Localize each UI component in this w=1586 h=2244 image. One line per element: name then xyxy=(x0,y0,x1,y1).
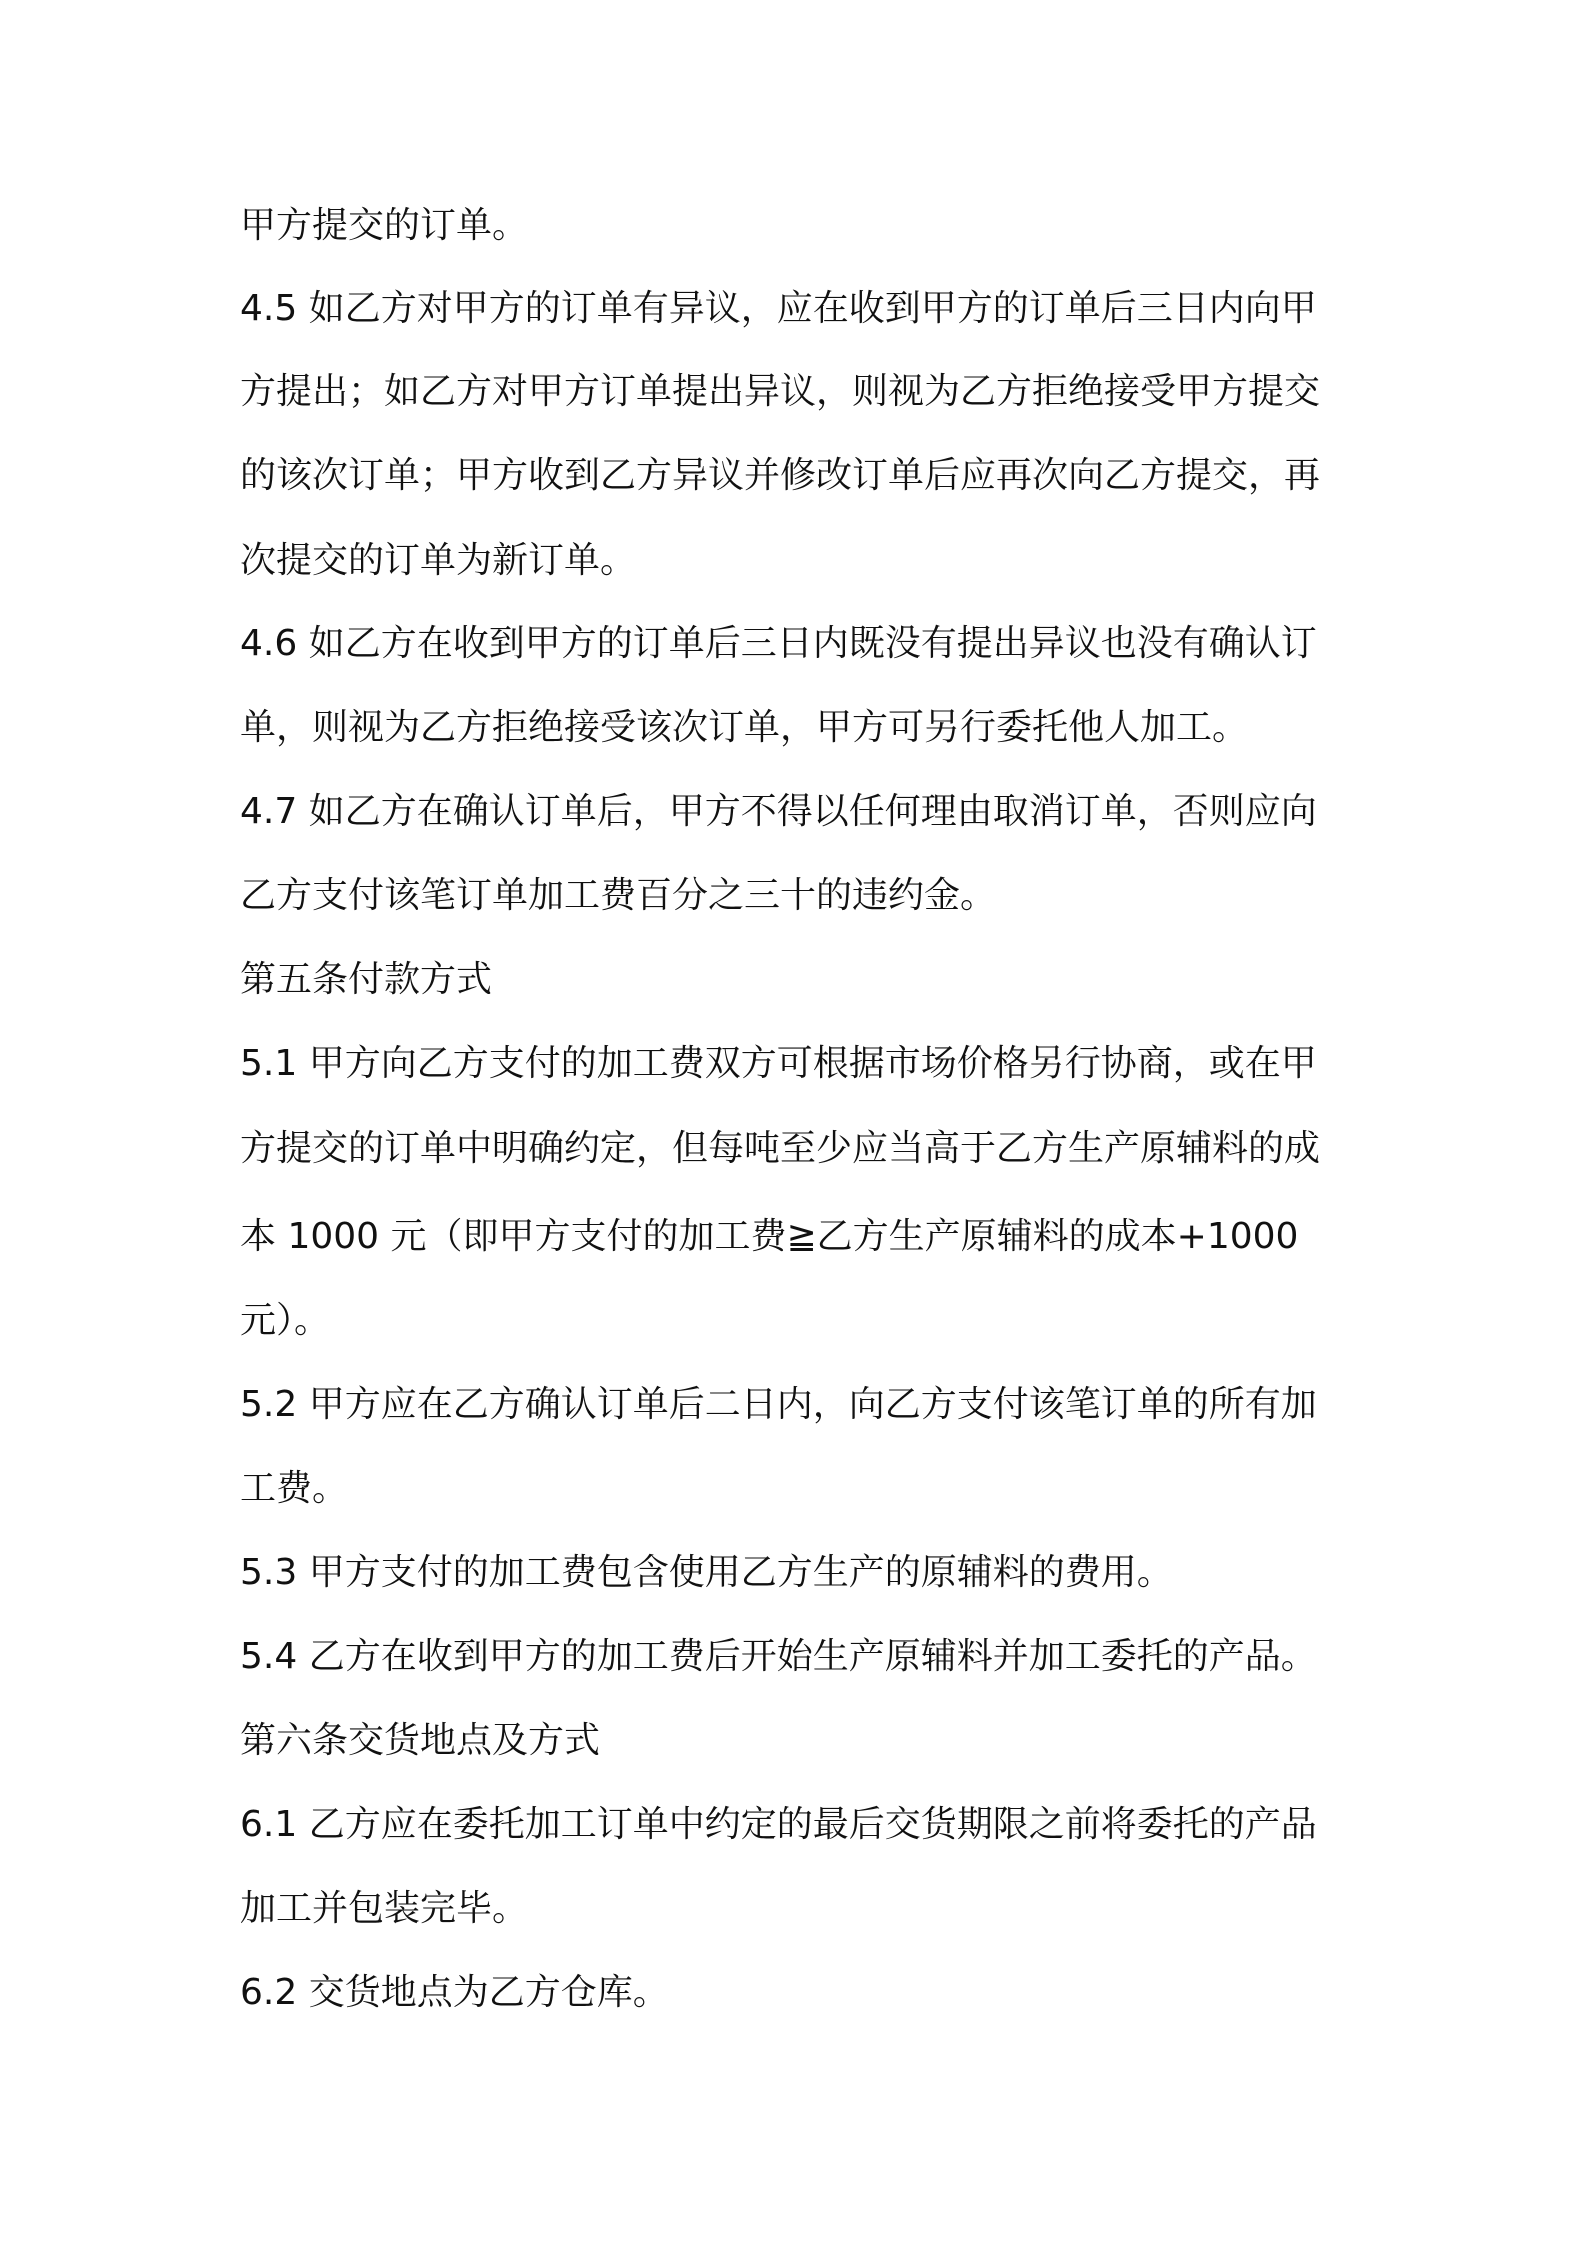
paragraph-line: 次提交的订单为新订单。 xyxy=(240,540,637,581)
paragraph-line: 4.5 如乙方对甲方的订单有异议，应在收到甲方的订单后三日内向甲 xyxy=(240,288,1317,329)
paragraph-line: 单，则视为乙方拒绝接受该次订单，甲方可另行委托他人加工。 xyxy=(240,707,1249,748)
paragraph-line: 5.2 甲方应在乙方确认订单后二日内，向乙方支付该笔订单的所有加 xyxy=(240,1384,1317,1425)
paragraph-line: 本 1000 元（即甲方支付的加工费≧乙方生产原辅料的成本+1000 xyxy=(240,1216,1299,1257)
paragraph-line: 方提出；如乙方对甲方订单提出异议，则视为乙方拒绝接受甲方提交 xyxy=(240,371,1321,412)
paragraph-line: 工费。 xyxy=(240,1468,349,1509)
paragraph-line: 5.4 乙方在收到甲方的加工费后开始生产原辅料并加工委托的产品。 xyxy=(240,1636,1317,1677)
paragraph-line: 元）。 xyxy=(240,1300,331,1341)
paragraph-line: 4.6 如乙方在收到甲方的订单后三日内既没有提出异议也没有确认订 xyxy=(240,623,1317,664)
paragraph-line: 5.1 甲方向乙方支付的加工费双方可根据市场价格另行协商，或在甲 xyxy=(240,1043,1317,1084)
paragraph-line: 6.2 交货地点为乙方仓库。 xyxy=(240,1972,669,2013)
paragraph-line: 6.1 乙方应在委托加工订单中约定的最后交货期限之前将委托的产品 xyxy=(240,1804,1317,1845)
paragraph-line: 加工并包装完毕。 xyxy=(240,1888,529,1929)
paragraph-line: 4.7 如乙方在确认订单后，甲方不得以任何理由取消订单，否则应向 xyxy=(240,791,1317,832)
section-heading: 第五条付款方式 xyxy=(240,959,493,1000)
paragraph-line: 乙方支付该笔订单加工费百分之三十的违约金。 xyxy=(240,875,997,916)
paragraph-line: 方提交的订单中明确约定，但每吨至少应当高于乙方生产原辅料的成 xyxy=(240,1128,1321,1169)
paragraph-line: 的该次订单；甲方收到乙方异议并修改订单后应再次向乙方提交，再 xyxy=(240,455,1321,496)
section-heading: 第六条交货地点及方式 xyxy=(240,1720,601,1761)
paragraph-line: 甲方提交的订单。 xyxy=(240,205,529,246)
paragraph-line: 5.3 甲方支付的加工费包含使用乙方生产的原辅料的费用。 xyxy=(240,1552,1173,1593)
